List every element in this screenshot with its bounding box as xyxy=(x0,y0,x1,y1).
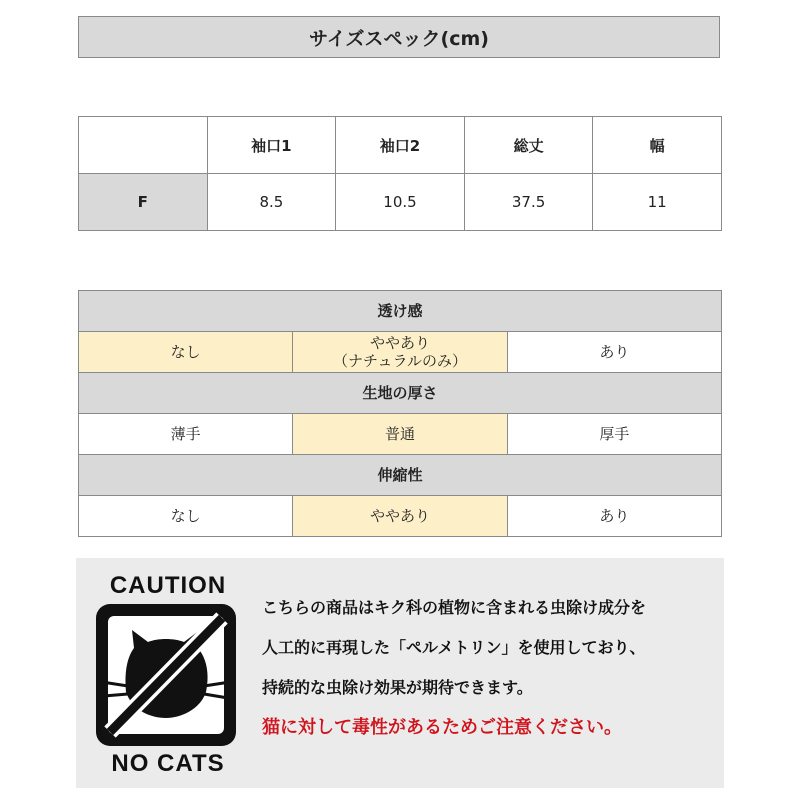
attribute-options-row xyxy=(79,414,722,455)
caution-panel xyxy=(76,558,724,788)
header-sleeve-2: 袖口2 xyxy=(336,117,465,174)
no-cats-icon xyxy=(88,600,244,750)
stretch-slight: ややあり xyxy=(293,496,507,537)
thickness-normal: 普通 xyxy=(293,414,507,455)
attribute-options-row xyxy=(79,332,722,373)
stretch-none: なし xyxy=(79,496,293,537)
thickness-thin: 薄手 xyxy=(79,414,293,455)
heading-fabric-thickness: 生地の厚さ xyxy=(79,373,722,414)
value-total-length: 37.5 xyxy=(464,174,593,231)
transparency-slight xyxy=(293,332,507,373)
heading-stretch: 伸縮性 xyxy=(79,455,722,496)
no-cats-label: NO CATS xyxy=(111,750,225,777)
transparency-none: なし xyxy=(79,332,293,373)
attribute-heading-row xyxy=(79,373,722,414)
size-spec-title: サイズスペック(cm) xyxy=(78,16,720,58)
caution-warning: 猫に対して毒性があるためご注意ください。 xyxy=(262,717,622,738)
attribute-heading-row xyxy=(79,455,722,496)
transparency-slight-label: ややあり xyxy=(369,334,430,352)
caution-line-1: こちらの商品はキク科の植物に含まれる虫除け成分を xyxy=(262,598,647,617)
stretch-yes: あり xyxy=(507,496,721,537)
size-spec-table xyxy=(78,116,722,231)
size-table-header-row xyxy=(79,117,722,174)
caution-line-2: 人工的に再現した「ペルメトリン」を使用しており、 xyxy=(262,638,646,657)
caution-line-3: 持続的な虫除け効果が期待できます。 xyxy=(262,678,533,697)
header-total-length: 総丈 xyxy=(464,117,593,174)
transparency-yes: あり xyxy=(507,332,721,373)
table-row xyxy=(79,174,722,231)
thickness-thick: 厚手 xyxy=(507,414,721,455)
value-width: 11 xyxy=(593,174,722,231)
fabric-attributes-table xyxy=(78,290,722,537)
value-sleeve-2: 10.5 xyxy=(336,174,465,231)
size-table-corner-cell xyxy=(79,117,208,174)
value-sleeve-1: 8.5 xyxy=(207,174,336,231)
caution-label: CAUTION xyxy=(109,572,227,599)
size-label-f: F xyxy=(79,174,208,231)
header-sleeve-1: 袖口1 xyxy=(207,117,336,174)
transparency-slight-note: （ナチュラルのみ） xyxy=(332,352,468,370)
attribute-options-row xyxy=(79,496,722,537)
header-width: 幅 xyxy=(593,117,722,174)
attribute-heading-row xyxy=(79,291,722,332)
caution-message xyxy=(262,598,722,758)
heading-transparency: 透け感 xyxy=(79,291,722,332)
